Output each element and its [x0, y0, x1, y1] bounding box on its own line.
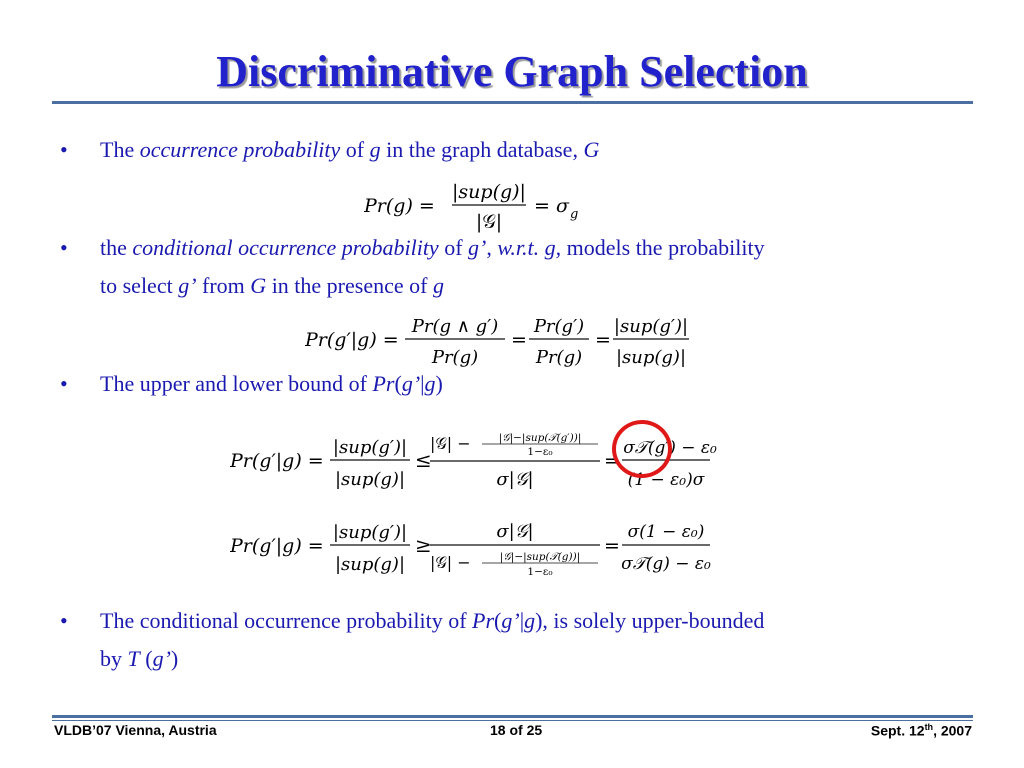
f2-den-2: Pr(g) [535, 347, 583, 368]
f2-den-1: Pr(g) [431, 347, 479, 368]
footer-divider-thin [52, 720, 973, 721]
f4-den-2b: |𝒢|−|sup(𝒯(g))| [499, 551, 581, 563]
f4-den-2c: 1−ε₀ [527, 566, 553, 578]
bullet-dot: • [60, 137, 68, 162]
f1-lhs: Pr(g) = [364, 195, 435, 217]
bullet-1-text: The occurrence probability of g in the graph database, G [100, 137, 600, 162]
f4-lhs: Pr(g′|g) = [230, 535, 324, 557]
f4-den-3: σ𝒯(g) − ε₀ [621, 554, 711, 574]
bullet-4-text: The conditional occurrence probability of Pr(g’|g), is solely upper-bounded by T (g’) [100, 608, 765, 671]
f4-den-2a: |𝒢| − [430, 553, 471, 572]
f3-den-1: |sup(g)| [334, 469, 406, 490]
highlight-circle [612, 420, 672, 478]
f3-num-1: |sup(g′)| [332, 437, 408, 458]
formula-occurrence-probability [364, 178, 604, 234]
f3-num-3: σ𝒯(g′) − ε₀ [623, 438, 717, 458]
slide-title: Discriminative Graph Selection [216, 47, 808, 96]
formula-lower-bound [230, 510, 720, 582]
f3-num-2a: |𝒢| − [430, 434, 471, 453]
f3-num-2c: 1−ε₀ [527, 446, 553, 458]
f2-num-1: Pr(g ∧ g′) [411, 316, 499, 337]
f1-rhs: = σ [534, 195, 569, 217]
bullet-dot: • [60, 371, 68, 396]
f1-num: |sup(g)| [452, 181, 526, 203]
bullet-dot: • [60, 608, 68, 633]
f1-sub: g [570, 207, 579, 222]
f4-num-3: σ(1 − ε₀) [627, 522, 705, 542]
svg-text:=: = [604, 450, 620, 472]
f4-den-1: |sup(g)| [334, 554, 406, 575]
footer-page-number: 18 of 25 [490, 722, 543, 738]
footer-divider [52, 715, 973, 718]
formula-conditional-probability [305, 310, 695, 370]
f3-num-2b: |𝒢|−|sup(𝒯(g′))| [498, 432, 582, 444]
f3-den-3: (1 − ε₀)σ [627, 470, 705, 490]
f2-lhs: Pr(g′|g) = [305, 329, 399, 351]
f2-den-3: |sup(g)| [615, 347, 687, 368]
f3-den-2: σ|𝒢| [496, 469, 534, 490]
f4-geq: ≥ [415, 533, 432, 557]
bullet-dot: • [60, 235, 68, 260]
bullet-2-text: the conditional occurrence probability of g’, w.r.t. g, models the probability to select g’ from G in the presence of g [100, 235, 765, 298]
svg-text:=: = [511, 329, 527, 351]
svg-text:=: = [595, 329, 611, 351]
footer-date: Sept. 12th, 2007 [870, 722, 972, 739]
f3-leq: ≤ [415, 448, 432, 472]
f3-lhs: Pr(g′|g) = [230, 450, 324, 472]
footer-venue: VLDB’07 Vienna, Austria [54, 722, 217, 738]
f4-num-2: σ|𝒢| [496, 521, 534, 542]
f1-den: |𝒢| [475, 211, 503, 233]
f2-num-2: Pr(g′) [533, 316, 585, 337]
f4-num-1: |sup(g′)| [332, 522, 408, 543]
svg-text:=: = [604, 535, 620, 557]
bullet-3-text: The upper and lower bound of Pr(g’|g) [100, 371, 443, 396]
title-divider [52, 101, 973, 104]
f2-num-3: |sup(g′)| [613, 316, 689, 337]
